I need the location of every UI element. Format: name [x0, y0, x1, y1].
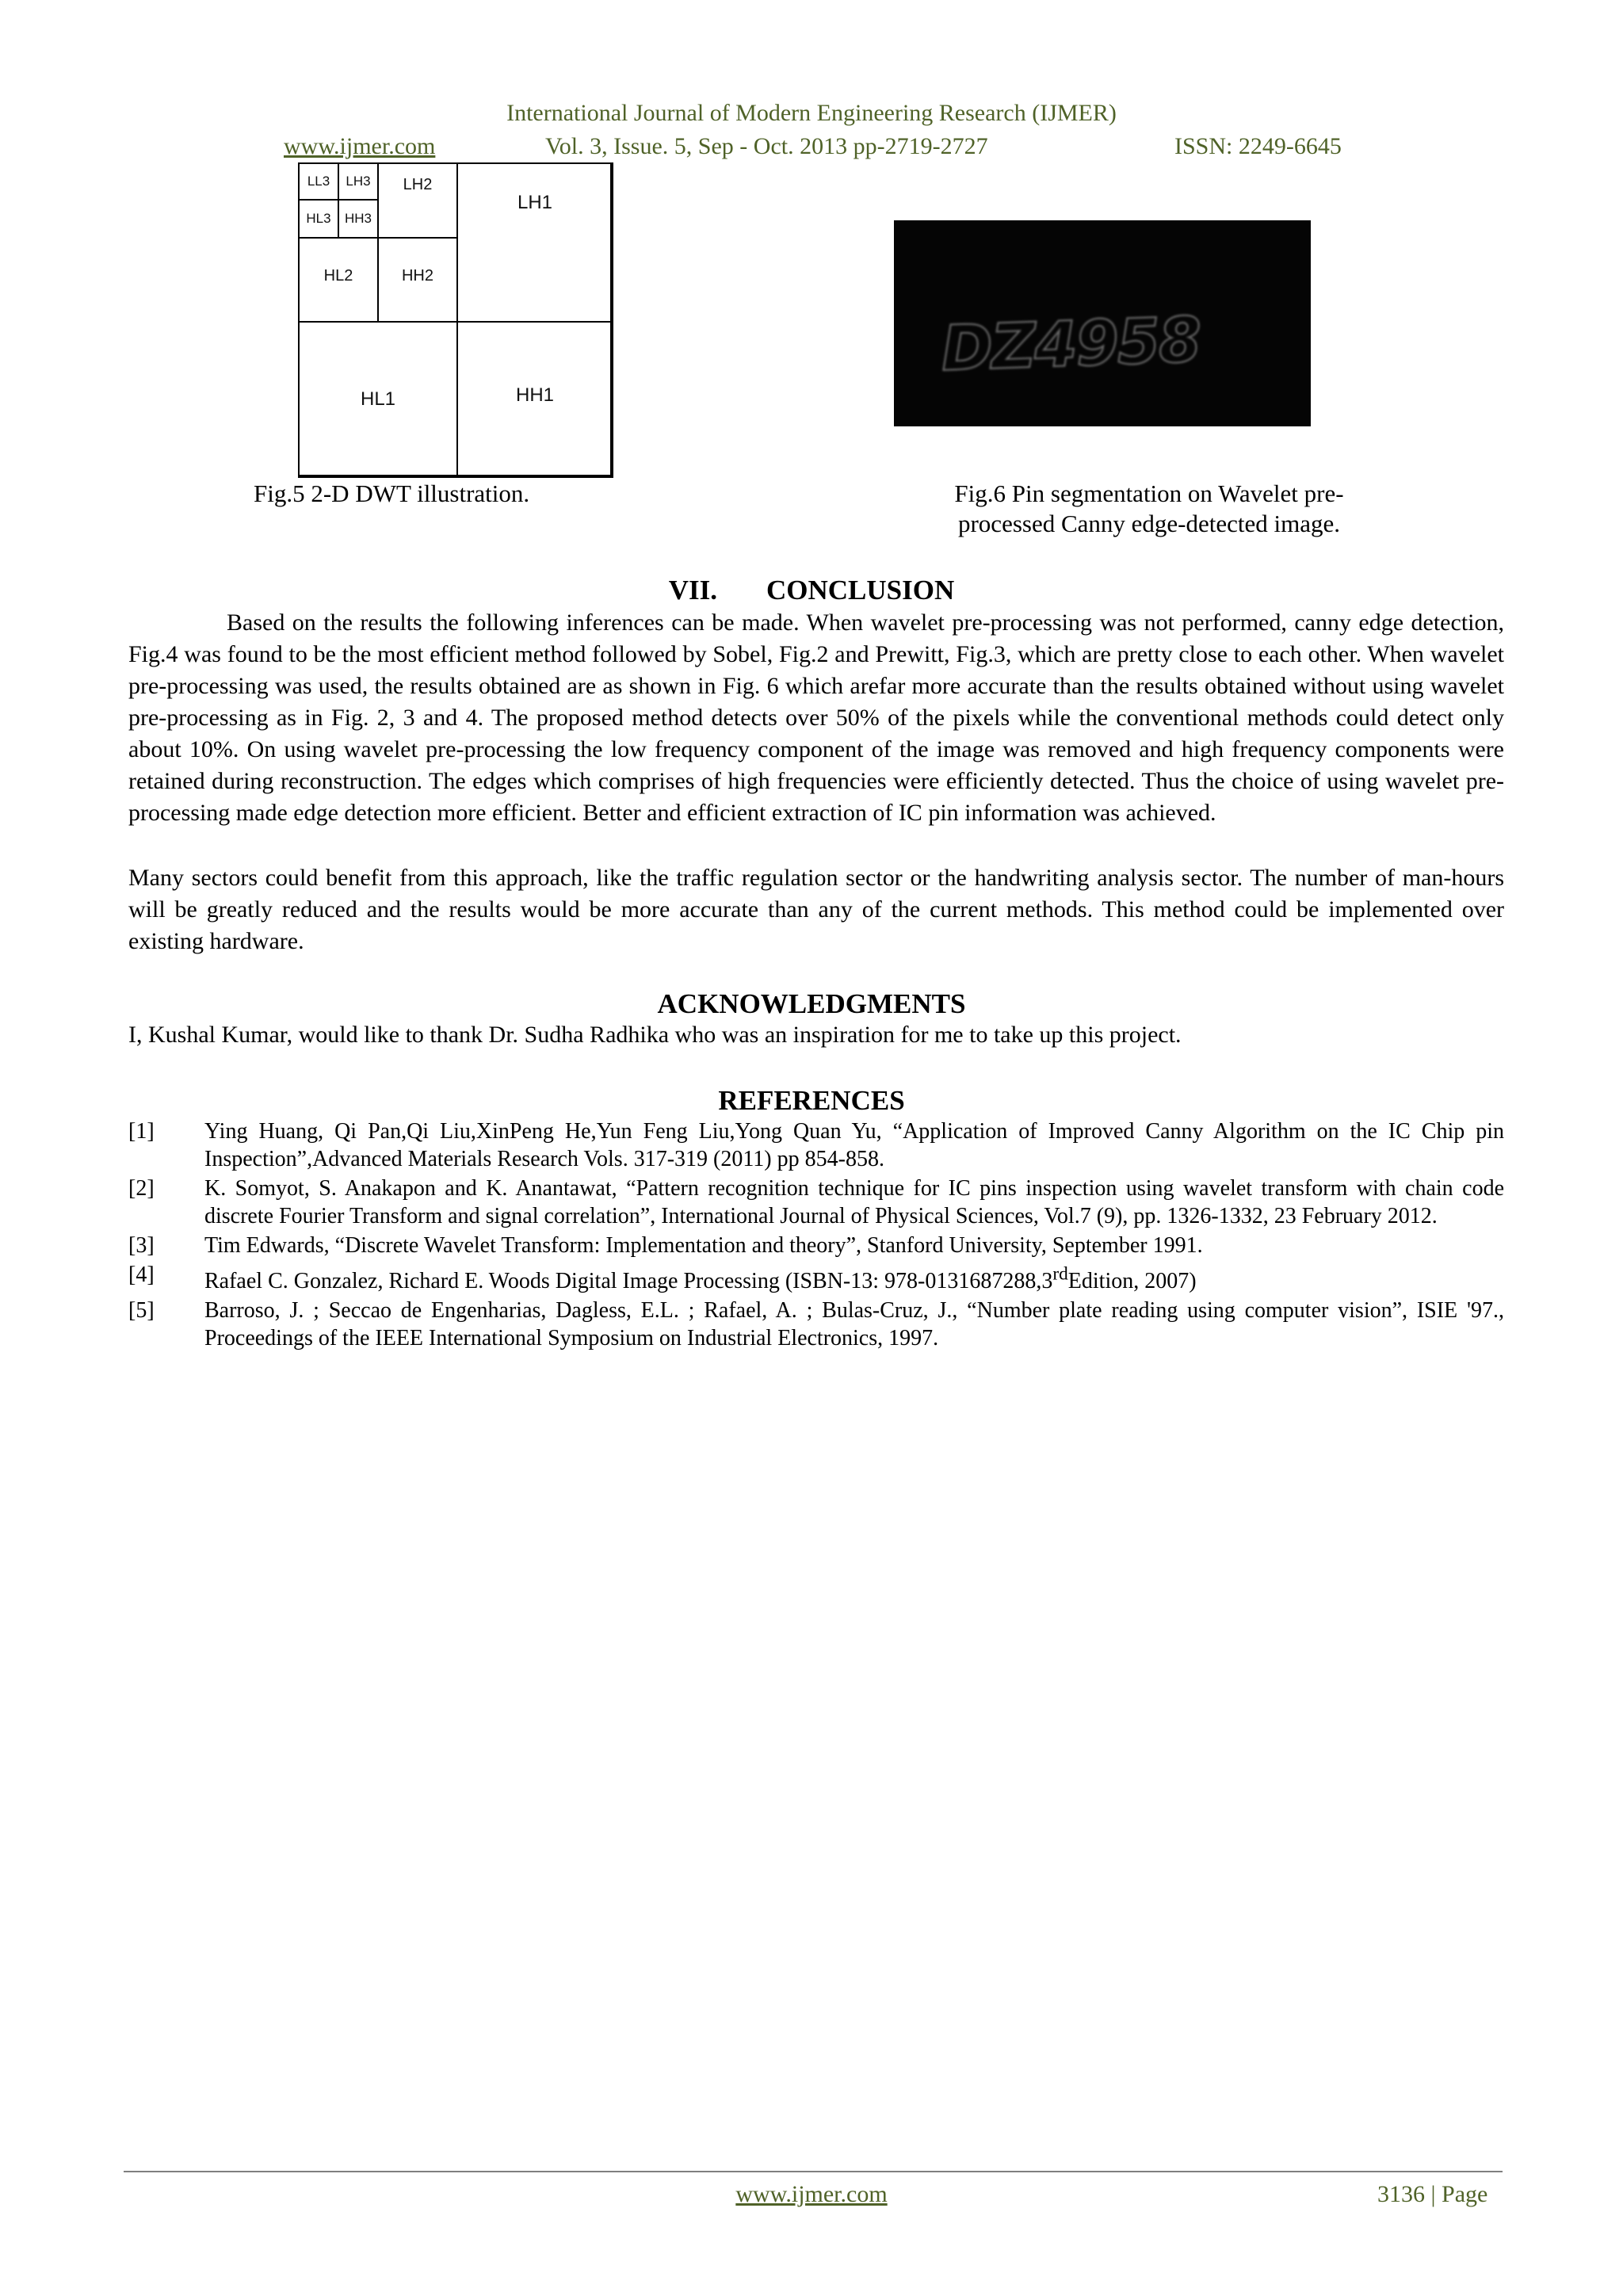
pin-segmentation-svg: [894, 220, 1311, 426]
dwt-cell-lh3: LH3: [338, 162, 379, 201]
reference-text: Ying Huang, Qi Pan,Qi Liu,XinPeng He,Yun Feng Liu,Yong Quan Yu, “Application of Improved Canny Algorithm on the IC Chip pin Inspection”,Advanced Materials Research Vols. 317-319 (2011) pp 854-858.: [204, 1119, 1504, 1171]
conclusion-paragraph-1: Based on the results the following inferences can be made. When wavelet pre-processing was not performed, canny edge detection, Fig.4 was found to be the most efficient method followed by Sobel, Fig.2 and Prewitt, Fig.3, which are pretty close to each other. When wavelet pre-processing was used, the results obtained are as shown in Fig. 6 which arefar more accurate than the results obtained without using wavelet pre-processing as in Fig. 2, 3 and 4. The proposed method detects over 50% of the pixels while the conventional methods could detect only about 10%. On using wavelet pre-processing the low frequency component of the image was removed and high frequency components were retained during reconstruction. The edges which comprises of high frequencies were efficiently detected. Thus the choice of using wavelet pre-processing made edge detection more efficient. Better and efficient extraction of IC pin information was achieved.: [128, 609, 1504, 826]
figure5-caption: Fig.5 2-D DWT illustration.: [254, 479, 530, 507]
acknowledgments-heading: ACKNOWLEDGMENTS: [657, 988, 966, 1019]
conclusion-paragraph-2: Many sectors could benefit from this approach, like the traffic regulation sector or the handwriting analysis sector. The number of man-hours will be greatly reduced and the results would be more accurate than any of the current methods. This method could be implemented over existing hardware.: [128, 865, 1504, 954]
header-volume: Vol. 3, Issue. 5, Sep - Oct. 2013 pp-2719-2727: [545, 133, 988, 159]
figure6-caption: [903, 479, 1395, 539]
reference-item: [128, 1297, 1504, 1352]
pin-image-text: DZ4958: [940, 304, 1201, 385]
acknowledgments-text: I, Kushal Kumar, would like to thank Dr. Sudha Radhika who was an inspiration for me to take up this project.: [128, 1022, 1182, 1048]
reference-number: [2]: [128, 1176, 155, 1201]
reference-item: [128, 1175, 1504, 1230]
references-list: [128, 1117, 1504, 1354]
conclusion-title: CONCLUSION: [766, 575, 955, 606]
reference-number: [5]: [128, 1298, 155, 1324]
dwt-cell-hh2: HH2: [377, 237, 458, 323]
reference-item: [128, 1117, 1504, 1173]
reference-text: Barroso, J. ; Seccao de Engenharias, Dagless, E.L. ; Rafael, A. ; Bulas-Cruz, J., “Number plate reading using computer vision”, ISIE '97., Proceedings of the IEEE International Symposium on Industrial Electronics, 1997.: [204, 1298, 1504, 1351]
conclusion-number: VII.: [668, 575, 717, 606]
footer-page-number: 3136 | Page: [1377, 2181, 1488, 2207]
dwt-cell-lh2: LH2: [377, 162, 458, 239]
journal-title: International Journal of Modern Engineering Research (IJMER): [506, 100, 1117, 126]
references-heading: REFERENCES: [718, 1085, 905, 1116]
pin-segmentation-image: [894, 220, 1311, 426]
figure6-caption-line2: processed Canny edge-detected image.: [957, 510, 1340, 537]
dwt-cell-hh3: HH3: [338, 199, 379, 239]
conclusion-heading: [0, 574, 1623, 607]
dwt-cell-hl3: HL3: [298, 199, 339, 239]
dwt-cell-lh1: LH1: [456, 162, 613, 323]
reference-number: [4]: [128, 1263, 155, 1287]
footer-divider: [124, 2171, 1503, 2172]
dwt-diagram: [298, 162, 612, 476]
reference-text: [204, 1264, 1197, 1294]
reference-number: [1]: [128, 1119, 155, 1144]
reference-superscript: rd: [1052, 1264, 1068, 1285]
reference-text-main: Rafael C. Gonzalez, Richard E. Woods Digital Image Processing (ISBN-13: 978-0131687288,3: [204, 1269, 1053, 1294]
dwt-cell-ll3: LL3: [298, 162, 339, 201]
footer-website-text[interactable]: www.ijmer.com: [735, 2181, 888, 2207]
header-issn: ISSN: 2249-6645: [1174, 133, 1342, 159]
dwt-cell-hl2: HL2: [298, 237, 379, 323]
reference-number: [3]: [128, 1233, 155, 1258]
header-website-link[interactable]: www.ijmer.com: [284, 133, 436, 159]
dwt-cell-hl1: HL1: [298, 321, 458, 478]
reference-text-tail: Edition, 2007): [1067, 1269, 1197, 1294]
reference-text: K. Somyot, S. Anakapon and K. Anantawat, “Pattern recognition technique for IC pins inspection using wavelet transform with chain code discrete Fourier Transform and signal correlation”, International Journal of Physical Sciences, Vol.7 (9), pp. 1326-1332, 23 February 2012.: [204, 1176, 1504, 1228]
figure6-caption-line1: Fig.6 Pin segmentation on Wavelet pre-: [954, 479, 1344, 507]
reference-item: [128, 1261, 1504, 1295]
reference-text: Tim Edwards, “Discrete Wavelet Transform: Implementation and theory”, Stanford University, September 1991.: [204, 1233, 1203, 1258]
dwt-cell-hh1: HH1: [456, 321, 613, 478]
reference-item: [128, 1232, 1504, 1259]
